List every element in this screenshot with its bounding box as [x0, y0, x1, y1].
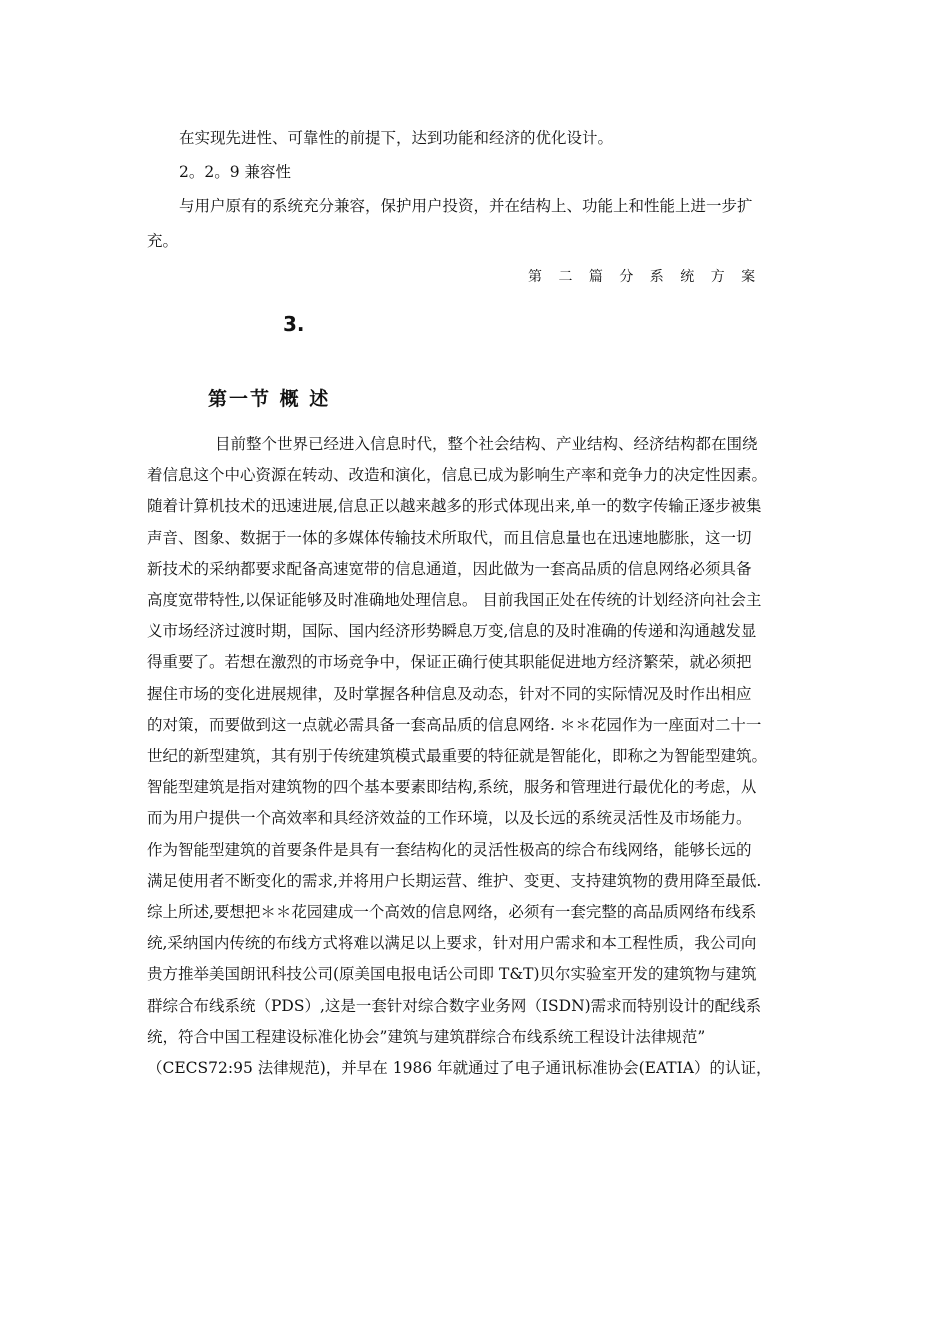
paragraph-line: 综上所述,要想把＊＊花园建成一个高效的信息网络，必须有一套完整的高品质网络布线系: [147, 903, 757, 921]
paragraph-line: 而为用户提供一个高效率和具经济效益的工作环境，以及长远的系统灵活性及市场能力。: [147, 809, 752, 828]
paragraph-line: 目前整个世界已经进入信息时代，整个社会结构、产业结构、经济结构都在围绕: [215, 435, 758, 453]
paragraph-line: 的对策，而要做到这一点就必需具备一套高品质的信息网络. ＊＊花园作为一座面对二十一: [147, 715, 762, 734]
part-title: 第 二 篇 分 系 统 方 案: [528, 269, 762, 285]
paragraph-line: 世纪的新型建筑，其有别于传统建筑模式最重要的特征就是智能化，即称之为智能型建筑。: [147, 747, 768, 765]
paragraph-line: 随着计算机技术的迅速进展,信息正以越来越多的形式体现出来,单一的数字传输正逐步被集: [147, 497, 762, 516]
compatibility-text-line: 充。: [147, 232, 179, 250]
paragraph-line: 作为智能型建筑的首要条件是具有一套结构化的灵活性极高的综合布线网络，能够长远的: [147, 840, 752, 859]
paragraph-line: 贵方推举美国朗讯科技公司(原美国电报电话公司即 T&T)贝尔实验室开发的建筑物与建筑: [147, 965, 757, 984]
paragraph-line: 高度宽带特性,以保证能够及时准确地处理信息。 目前我国正处在传统的计划经济向社会主: [147, 591, 762, 609]
paragraph-line: 统，符合中国工程建设标准化协会”建筑与建筑群综合布线系统工程设计法律规范”: [147, 1027, 706, 1046]
intro-line: 在实现先进性、可靠性的前提下，达到功能和经济的优化设计。: [179, 129, 614, 147]
paragraph-line: 新技术的采纳都要求配备高速宽带的信息通道，因此做为一套高品质的信息网络必须具备: [147, 559, 752, 578]
paragraph-line: 得重要了。若想在激烈的市场竞争中，保证正确行使其职能促进地方经济繁荣，就必须把: [147, 653, 752, 672]
paragraph-line: 智能型建筑是指对建筑物的四个基本要素即结构,系统，服务和管理进行最优化的考虑，从: [147, 778, 757, 797]
paragraph-line: 握住市场的变化进展规律，及时掌握各种信息及动态，针对不同的实际情况及时作出相应: [147, 684, 752, 703]
paragraph-line: 声音、图象、数据于一体的多媒体传输技术所取代，而且信息量也在迅速地膨胀，这一切: [147, 528, 752, 547]
paragraph-line: 满足使用者不断变化的需求,并将用户长期运营、维护、变更、支持建筑物的费用降至最低.: [147, 871, 762, 890]
subsection-heading-compatibility: 2。2。9 兼容性: [179, 163, 292, 181]
compatibility-text-line: 与用户原有的系统充分兼容，保护用户投资，并在结构上、功能上和性能上进一步扩: [179, 197, 753, 215]
paragraph-line: 统,采纳国内传统的布线方式将难以满足以上要求，针对用户需求和本工程性质，我公司向: [147, 934, 757, 953]
chapter-number: 3.: [283, 312, 305, 336]
paragraph-line: （CECS72:95 法律规范)，并早在 1986 年就通过了电子通讯标准协会(EATIA）的认证，: [147, 1059, 772, 1077]
paragraph-line: 群综合布线系统（PDS）,这是一套针对综合数字业务网（ISDN)需求而特别设计的配线系: [147, 996, 762, 1015]
paragraph-line: 义市场经济过渡时期，国际、国内经济形势瞬息万变,信息的及时准确的传递和沟通越发显: [147, 622, 757, 641]
paragraph-line: 着信息这个中心资源在转动、改造和演化，信息已成为影响生产率和竞争力的决定性因素。: [147, 466, 768, 485]
section-title: 第一节 概 述: [208, 388, 331, 410]
